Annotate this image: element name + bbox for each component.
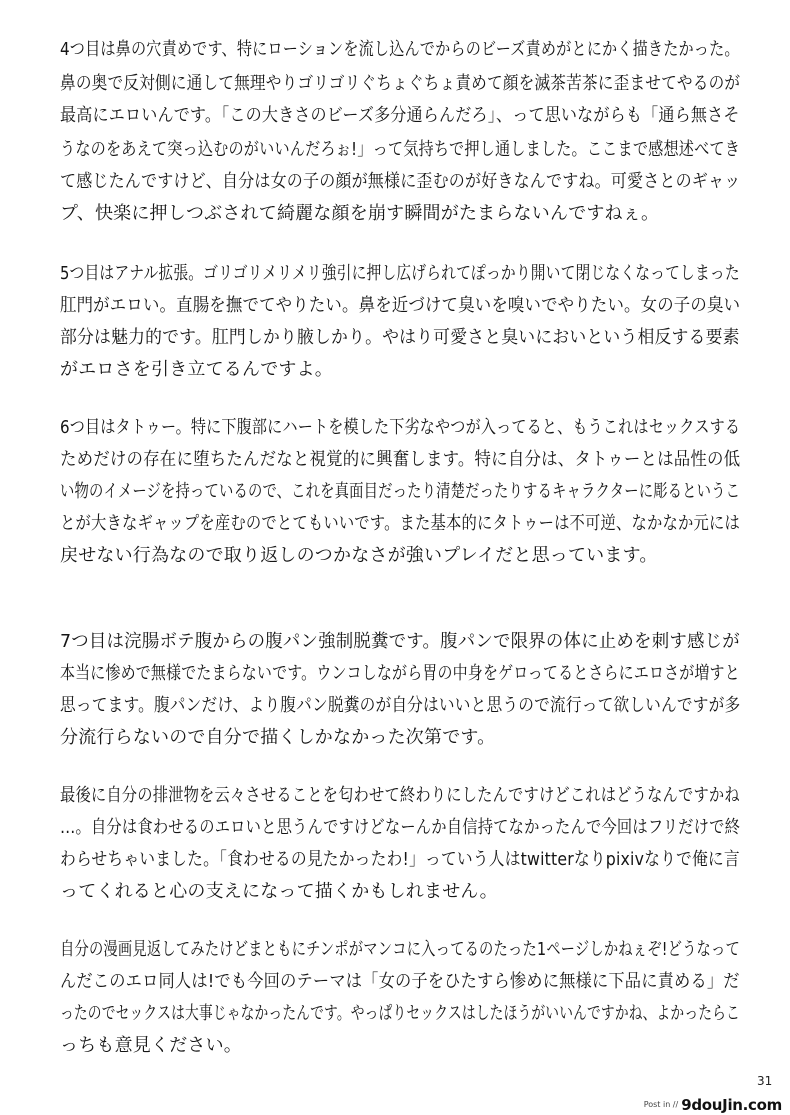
text-line: とが大きなギャップを産むのでとてもいいです。また基本的にタトゥーは不可逆、なかなか元には — [60, 513, 740, 534]
page-number: 31 — [757, 1074, 773, 1088]
text-line: プ、快楽に押しつぶされて綺麗な顔を崩す瞬間がたまらないんですねぇ。 — [60, 203, 660, 224]
text-line: 肛門がエロい。直腸を撫でてやりたい。鼻を近づけて臭いを嗅いでやりたい。女の子の臭い — [60, 295, 741, 316]
text-line: 4つ目は鼻の穴責めです、特にローションを流し込んでからのビーズ責めがとにかく描きたかった。 — [60, 39, 740, 60]
text-line: んだこのエロ同人は!でも今回のテーマは「女の子をひたすら惨めに無様に下品に責める」だ — [60, 971, 740, 992]
text-line: 6つ目はタトゥー。特に下腹部にハートを模した下劣なやつが入ってると、もうこれはセックスする — [60, 417, 741, 438]
text-line: 自分の漫画見返してみたけどまともにチンポがマンコに入ってるのたった1ページしかねぇぞ!どうなって — [60, 939, 740, 960]
watermark-logo[interactable]: 9douJin.com — [681, 1096, 782, 1114]
text-line: うなのをあえて突っ込むのがいいんだろぉ!」って気持ちで押し通しました。ここまで感想述べてき — [60, 139, 741, 160]
text-line: い物のイメージを持っているので、これを真面目だったり清楚だったりするキャラクターに彫るというこ — [60, 481, 741, 502]
text-line: 戻せない行為なので取り返しのつかなさが強いプレイだと思っています。 — [60, 545, 658, 566]
text-line: 鼻の奥で反対側に通して無理やりゴリゴリぐちょぐちょ責めて顔を滅茶苦茶に歪ませてやるのが — [60, 73, 741, 94]
text-line: …。自分は食わせるのエロいと思うんですけどなーんか自信持てなかったんで今回はフリだけで終 — [60, 817, 741, 838]
text-line: ってくれると心の支えになって描くかもしれません。 — [60, 881, 498, 902]
text-line: 思ってます。腹パンだけ、より腹パン脱糞のが自分はいいと思うので流行って欲しいんですが多 — [60, 695, 741, 716]
text-line: 部分は魅力的です。肛門しかり腋しかり。やはり可愛さと臭いにおいという相反する要素 — [60, 327, 740, 348]
text-line: がエロさを引き立てるんですよ。 — [60, 359, 333, 380]
watermark[interactable] — [644, 1095, 782, 1113]
text-line: て感じたんですけど、自分は女の子の顔が無様に歪むのが好きなんですね。可愛さとのギャッ — [60, 171, 741, 192]
text-line: っちも意見ください。 — [60, 1035, 242, 1056]
text-line: わらせちゃいました。「食わせるの見たかったわ!」っていう人はtwitterなりpixivなりで俺に言 — [60, 849, 740, 870]
text-line: 分流行らないので自分で描くしかなかった次第です。 — [60, 727, 496, 748]
text-line: ったのでセックスは大事じゃなかったんです。やっぱりセックスはしたほうがいいんですかね、よかったらこ — [60, 1003, 740, 1024]
text-line: 最高にエロいんです。「この大きさのビーズ多分通らんだろ」、って思いながらも「通ら無さそ — [60, 105, 740, 126]
text-line: 本当に惨めで無様でたまらないです。ウンコしながら胃の中身をゲロってるとさらにエロさが増すと — [60, 663, 740, 684]
text-line: ためだけの存在に堕ちたんだなと視覚的に興奮します。特に自分は、タトゥーとは品性の低 — [60, 449, 741, 470]
text-line: 最後に自分の排泄物を云々させることを匂わせて終わりにしたんですけどこれはどうなんですかね — [60, 785, 740, 806]
watermark-prefix: Post in // — [643, 1100, 679, 1109]
text-line: 7つ目は浣腸ボテ腹からの腹パン強制脱糞です。腹パンで限界の体に止めを刺す感じが — [60, 631, 740, 652]
text-line: 5つ目はアナル拡張。ゴリゴリメリメリ強引に押し広げられてぽっかり開いて閉じなくなってしまった — [60, 263, 740, 284]
